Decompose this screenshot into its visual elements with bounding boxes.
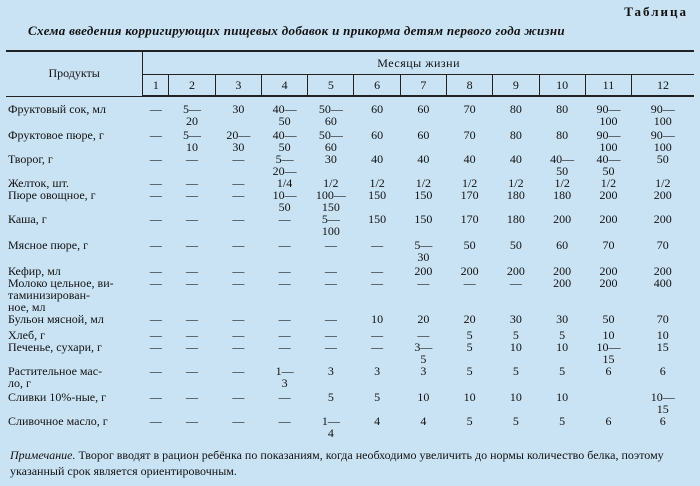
value-cell: 1/2 [508,176,524,190]
value-cell: 1/2 [369,176,385,190]
value-cell: 6 [659,414,666,428]
value-cell: 40— 50 [596,152,621,178]
value-cell: 60 [417,102,430,116]
value-cell: — [232,390,245,404]
product-name-cell: Фруктовое пюре, г [8,128,104,142]
value-cell: — [324,312,337,326]
value-cell: 200 [553,264,572,278]
footnote [10,447,694,479]
table-row [6,213,694,239]
value-cell: 10— 15 [596,340,621,366]
product-name-cell: Хлеб, г [8,328,46,342]
value-cell: — [278,340,291,354]
value-cell: — [232,176,245,190]
value-cell: 150 [414,188,433,202]
value-cell: 100— 150 [315,188,346,214]
value-cell: 10 [556,390,569,404]
product-name-cell: Сливки 10%-ные, г [8,390,107,404]
value-cell: 180 [506,212,525,226]
table-row [6,239,694,265]
value-cell: 10 [556,340,569,354]
value-cell: — [278,414,291,428]
value-cell: 1/2 [415,176,432,190]
value-cell: 80 [509,128,522,142]
value-cell: 200 [599,264,618,278]
month-number-header: 6 [354,75,400,97]
table-row [6,129,694,153]
value-cell: — [186,328,199,342]
product-name-cell: Молоко цельное, ви- таминизирован- ное, мл [8,276,114,314]
value-cell: — [324,340,337,354]
value-cell: 5— 30 [414,238,433,264]
value-cell: 200 [506,264,525,278]
value-cell: — [417,328,430,342]
value-cell: 1/2 [323,176,339,190]
value-cell: — [149,312,162,326]
table-body [6,96,694,439]
value-cell: — [149,188,162,202]
value-cell: — [186,276,199,290]
value-cell: 170 [460,188,479,202]
products-column-header: Продукты [6,51,143,96]
table-row [6,277,694,313]
product-name-cell: Желток, шт. [8,176,69,190]
value-cell: — [186,340,199,354]
value-cell: 400 [653,276,672,290]
value-cell: 20 [417,312,430,326]
value-cell: — [149,238,162,252]
value-cell: 180 [553,188,572,202]
product-name-cell: Бульон мясной, мл [8,312,104,326]
table-row [6,391,694,415]
table-row [6,103,694,129]
month-number-header: 3 [215,75,261,97]
value-cell: 50 [463,238,476,252]
value-cell: 10 [602,328,615,342]
value-cell: — [324,276,337,290]
value-cell: — [149,328,162,342]
month-number-header: 4 [261,75,307,97]
value-cell: — [371,238,384,252]
value-cell: — [371,264,384,278]
month-number-header: 10 [539,75,585,97]
value-cell: 5— 20— [272,152,297,178]
product-name-cell: Фруктовый сок, мл [8,102,106,116]
month-number-header: 2 [169,75,215,97]
value-cell: 5 [559,364,566,378]
product-name-cell: Кефир, мл [8,264,61,278]
value-cell: — [232,312,245,326]
value-cell: 15 [656,340,669,354]
value-cell: — [186,312,199,326]
value-cell: — [232,340,245,354]
value-cell: 5 [327,390,334,404]
value-cell: 60 [417,128,430,142]
value-cell: — [278,390,291,404]
value-cell: 5 [374,390,381,404]
product-name-cell: Печенье, сухари, г [8,340,102,354]
value-cell: — [232,188,245,202]
value-cell: — [232,212,245,226]
value-cell: 70 [463,128,476,142]
value-cell: 5 [512,414,519,428]
value-cell: — [186,176,199,190]
value-cell: — [149,152,162,166]
value-cell: 3 [420,364,427,378]
value-cell: 200 [653,188,672,202]
value-cell: 40 [417,152,430,166]
value-cell: 40— 50 [550,152,575,178]
value-cell: — [149,212,162,226]
value-cell: 200 [599,276,618,290]
value-cell: — [232,238,245,252]
value-cell: 70 [656,238,669,252]
value-cell: 90— 100 [650,102,675,128]
value-cell: — [417,276,430,290]
value-cell: 1/2 [655,176,671,190]
value-cell: 150 [414,212,433,226]
value-cell: 5 [466,340,473,354]
value-cell: — [371,276,384,290]
value-cell: 20— 30 [226,128,251,154]
value-cell: 1/2 [554,176,570,190]
value-cell: — [186,390,199,404]
value-cell: 5 [512,328,519,342]
value-cell: 20 [463,312,476,326]
table-row [6,365,694,391]
value-cell: 5 [466,414,473,428]
product-name-cell: Мясное пюре, г [8,238,89,252]
value-cell: 200 [599,212,618,226]
value-cell: 40— 50 [272,128,297,154]
product-name-cell: Пюре овощное, г [8,188,96,202]
value-cell: — [149,102,162,116]
month-number-header: 8 [447,75,493,97]
value-cell: — [232,152,245,166]
value-cell: 4 [374,414,381,428]
value-cell: — [149,128,162,142]
value-cell: 10— 50 [272,188,297,214]
table-row [6,313,694,329]
value-cell: 40 [463,152,476,166]
value-cell: — [186,212,199,226]
value-cell: — [186,264,199,278]
value-cell: 5— 10 [183,128,202,154]
value-cell [585,391,631,415]
value-cell: 10 [463,390,476,404]
value-cell: 5 [559,328,566,342]
value-cell: — [232,276,245,290]
value-cell: 4 [420,414,427,428]
value-cell: — [149,414,162,428]
value-cell: 90— 100 [596,102,621,128]
value-cell: — [149,390,162,404]
value-cell: 150 [368,188,387,202]
value-cell: 6 [605,414,612,428]
value-cell: 200 [460,264,479,278]
value-cell: — [149,340,162,354]
value-cell: 70 [656,312,669,326]
value-cell: — [371,328,384,342]
value-cell: 200 [414,264,433,278]
month-number-header: 11 [585,75,631,97]
value-cell: — [463,276,476,290]
value-cell: — [232,364,245,378]
value-cell: 30 [232,102,245,116]
table-row [6,153,694,177]
value-cell: 10 [417,390,430,404]
value-cell: 5 [559,414,566,428]
month-number-header: 9 [493,75,539,97]
month-number-header: 12 [632,75,694,97]
value-cell: 10 [371,312,384,326]
value-cell: — [232,264,245,278]
value-cell: — [149,176,162,190]
value-cell: 1/2 [600,176,617,190]
value-cell: — [324,328,337,342]
value-cell: — [186,414,199,428]
month-number-header: 7 [400,75,446,97]
value-cell: 40— 50 [272,102,297,128]
value-cell: — [149,276,162,290]
value-cell: 5 [466,328,473,342]
value-cell: 3 [327,364,334,378]
value-cell: — [186,152,199,166]
value-cell: 50— 60 [318,102,343,128]
value-cell: — [324,264,337,278]
value-cell: 5— 100 [321,212,340,238]
value-cell: — [278,212,291,226]
value-cell: — [278,238,291,252]
table-row [6,329,694,341]
value-cell: — [186,364,199,378]
value-cell: 10 [509,340,522,354]
value-cell: 1/4 [276,176,293,190]
value-cell: 200 [599,188,618,202]
value-cell: — [232,328,245,342]
value-cell: 200 [553,212,572,226]
value-cell: 200 [553,276,572,290]
value-cell: 1— 3 [275,364,294,390]
value-cell: 60 [371,102,384,116]
value-cell: 40 [371,152,384,166]
value-cell: 60 [371,128,384,142]
value-cell: — [278,328,291,342]
product-name-cell: Каша, г [8,212,47,226]
value-cell: 10— 15 [650,390,675,416]
value-cell: 3— 5 [414,340,433,366]
value-cell: 10 [656,328,669,342]
value-cell: 1/2 [461,176,478,190]
table-title: Схема введения корригирующих пищевых добавок и прикорма детям первого года жизни [28,23,565,38]
value-cell: 80 [509,102,522,116]
value-cell: 5 [466,364,473,378]
months-column-header: Месяцы жизни [143,51,694,75]
product-name-cell: Растительное мас- ло, г [8,364,103,390]
value-cell: — [149,264,162,278]
value-cell: 200 [653,264,672,278]
table-label: Таблица [624,4,688,19]
product-name-cell: Сливочное масло, г [8,414,108,428]
month-number-header: 1 [143,75,169,97]
value-cell: 70 [602,238,615,252]
value-cell: 5 [512,364,519,378]
value-cell: 30 [324,152,337,166]
value-cell: 40 [509,152,522,166]
value-cell: 70 [463,102,476,116]
table-row [6,415,694,439]
value-cell: — [324,238,337,252]
table-row [6,189,694,213]
value-cell: 80 [556,102,569,116]
value-cell: 1— 4 [321,414,340,440]
footnote-label: Примечание. [10,448,76,462]
value-cell: 50 [602,312,615,326]
value-cell: 3 [374,364,381,378]
value-cell: 180 [506,188,525,202]
value-cell: — [278,312,291,326]
value-cell: — [186,188,199,202]
value-cell: 80 [556,128,569,142]
table-row [6,177,694,189]
value-cell: 90— 100 [596,128,621,154]
value-cell: — [149,364,162,378]
value-cell: — [509,276,522,290]
value-cell: — [371,340,384,354]
value-cell: 30 [509,312,522,326]
feeding-schedule-table [6,50,694,439]
value-cell: 150 [368,212,387,226]
value-cell: 50— 60 [318,128,343,154]
value-cell: 30 [556,312,569,326]
value-cell: 10 [509,390,522,404]
value-cell: — [232,414,245,428]
product-name-cell: Творог, г [8,152,53,166]
value-cell: 6 [605,364,612,378]
value-cell: — [278,276,291,290]
value-cell: 90— 100 [650,128,675,154]
value-cell: — [278,264,291,278]
value-cell: 170 [460,212,479,226]
value-cell: 50 [509,238,522,252]
value-cell: 50 [656,152,669,166]
month-number-header: 5 [308,75,354,97]
value-cell: 5— 20 [183,102,202,128]
value-cell: 6 [659,364,666,378]
table-row [6,341,694,365]
footnote-text: Творог вводят в рацион ребёнка по показаниям, когда необходимо увеличить до нормы количество белка, поэтому указанный срок является ориентировочным. [10,448,664,478]
value-cell: 60 [556,238,569,252]
value-cell: 200 [653,212,672,226]
value-cell: — [186,238,199,252]
